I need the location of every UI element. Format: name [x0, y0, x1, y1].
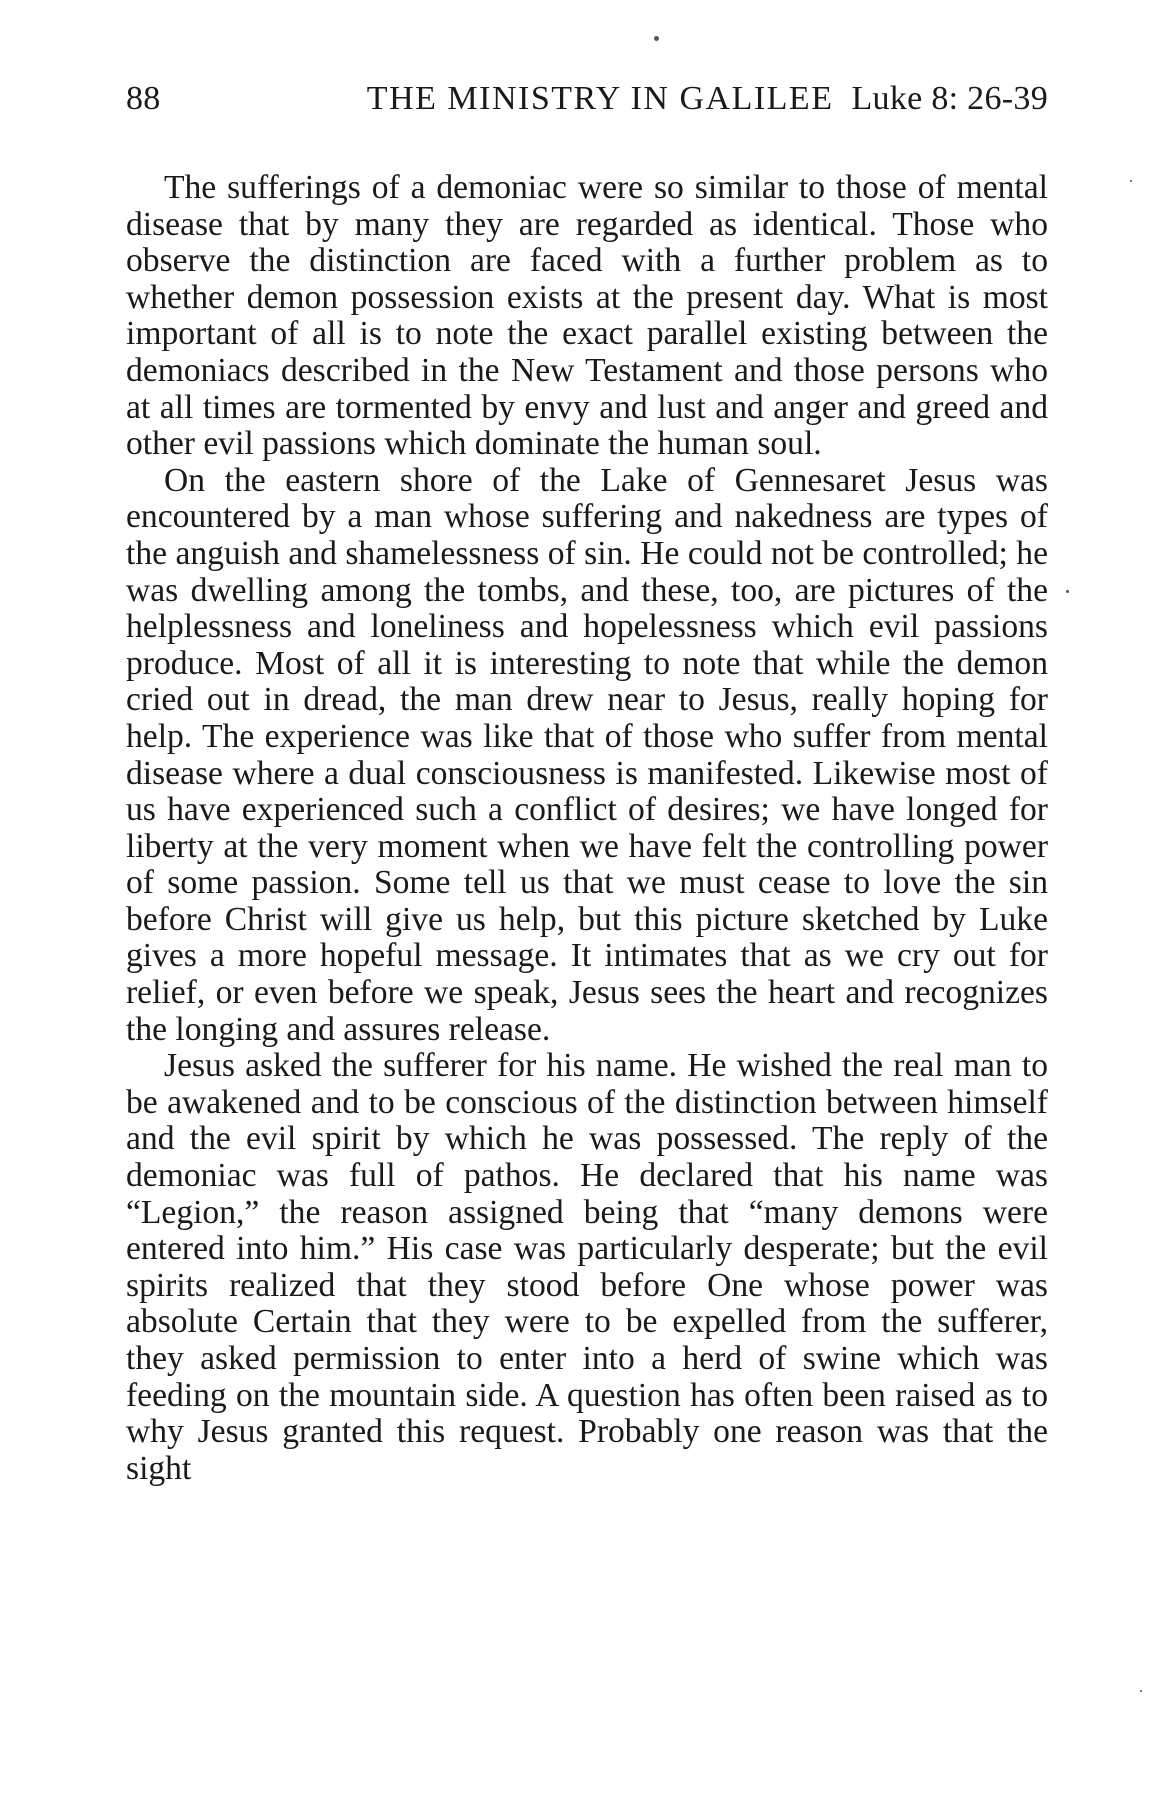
page-number: 88 [126, 80, 161, 117]
scan-speck [1130, 180, 1132, 182]
running-head [126, 80, 1048, 130]
paragraph-1: The sufferings of a demoniac were so similar to those of mental disease that by many they are regarded as identical. Those who observe the distinction are faced with a further problem as to whether demon possession exists at the present day. What is most important of all is to note the exact parallel existing between the demoniacs described in the New Testament and those persons who at all times are tormented by envy and lust and anger and greed and other evil passions which dominate the human soul. [126, 169, 1048, 463]
paragraph-2: On the eastern shore of the Lake of Gennesaret Jesus was encountered by a man whose suffering and nakedness are types of the anguish and shamelessness of sin. He could not be controlled; he was dwelling among the tombs, and these, too, are pictures of the helplessness and loneliness and hopelessness which evil passions produce. Most of all it is interesting to note that while the demon cried out in dread, the man drew near to Jesus, really hoping for help. The experience was like that of those who suffer from mental disease where a dual consciousness is manifested. Likewise most of us have experienced such a conflict of desires; we have longed for liberty at the very moment when we have felt the controlling power of some passion. Some tell us that we must cease to love the sin before Christ will give us help, but this picture sketched by Luke gives a more hopeful message. It intimates that as we cry out for relief, or even before we speak, Jesus sees the heart and recognizes the longing and assures release. [126, 461, 1048, 1048]
body-text [126, 170, 1048, 1487]
scan-speck [654, 36, 659, 41]
paragraph-3: Jesus asked the sufferer for his name. He wished the real man to be awakened and to be conscious of the distinction between himself and the evil spirit by which he was possessed. The reply of the demoniac was full of pathos. He declared that his name was “Legion,” the reason assigned being that “many demons were entered into him.” His case was particularly desperate; but the evil spirits realized that they stood before One whose power was absolute Certain that they were to be expelled from the sufferer, they asked permission to enter into a herd of swine which was feeding on the mountain side. A question has often been raised as to why Jesus granted this request. Probably one reason was that the sight [126, 1047, 1048, 1487]
book-page [126, 80, 1048, 1487]
running-title: THE MINISTRY IN GALILEE [366, 80, 834, 117]
scripture-reference: Luke 8: 26-39 [851, 80, 1048, 117]
scan-speck [1140, 1690, 1142, 1692]
scan-speck [1066, 590, 1069, 593]
